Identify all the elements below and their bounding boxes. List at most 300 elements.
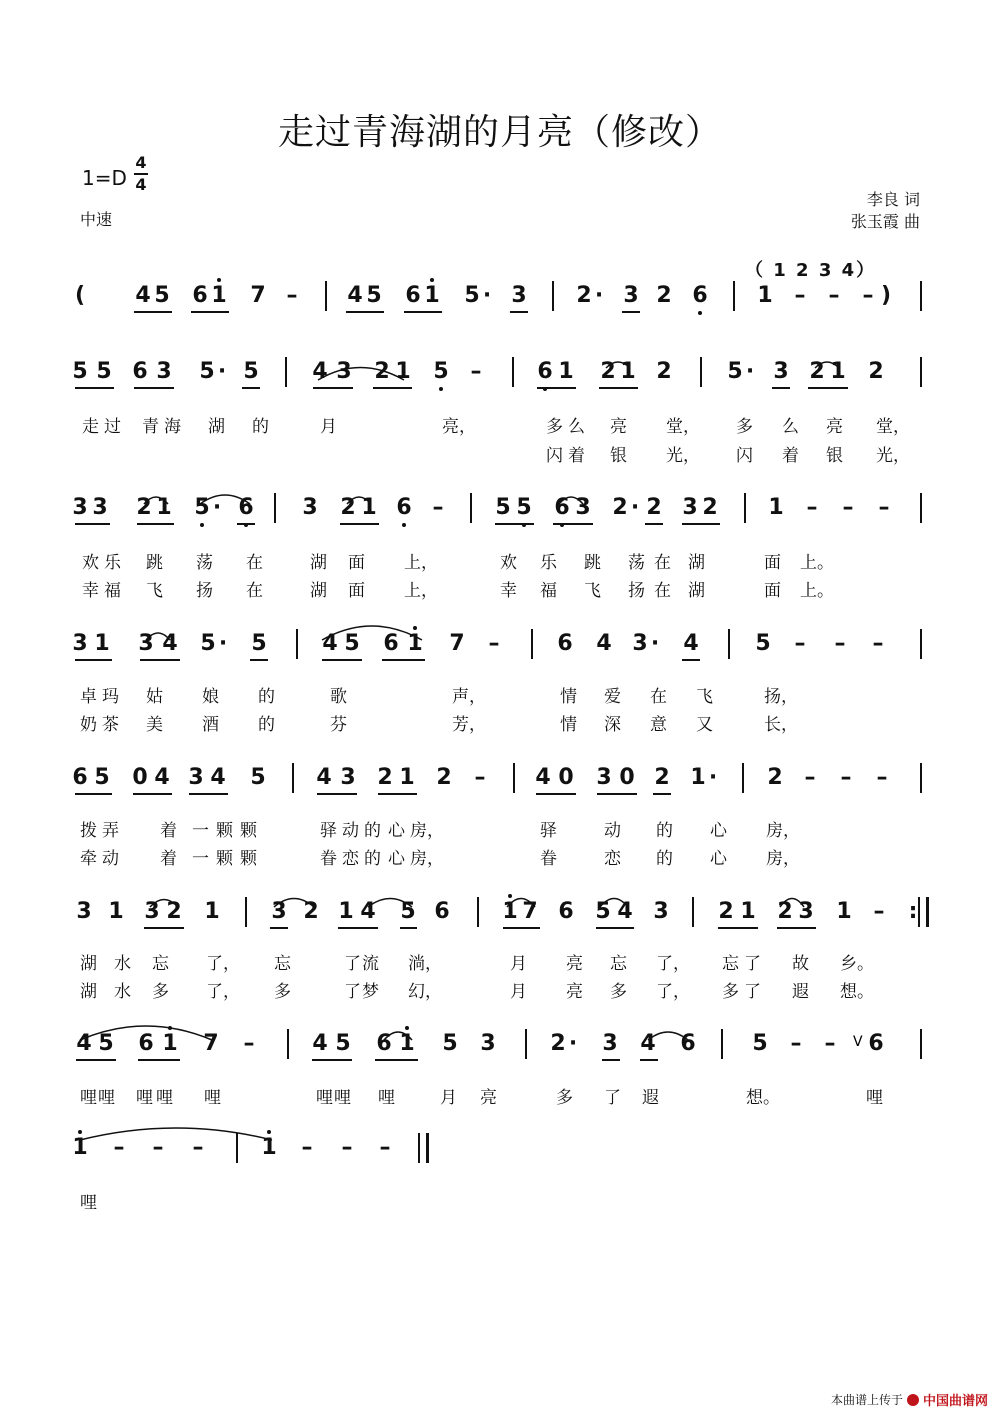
note: 2	[550, 1031, 566, 1056]
note: 5	[243, 359, 259, 384]
note: ·	[568, 1031, 578, 1056]
note: 6	[868, 1031, 884, 1056]
lyric-syllable: 水	[114, 982, 131, 1002]
note: 2	[374, 359, 390, 384]
lyric-syllable: 湖	[310, 581, 327, 601]
lyric-syllable: 上，	[404, 553, 438, 573]
note: 3	[72, 631, 88, 656]
lyric-syllable: 上。	[800, 581, 834, 601]
note: 5	[72, 359, 88, 384]
lyric-syllable: 情	[560, 715, 577, 735]
lyric-syllable: 多	[546, 417, 563, 437]
lyric-syllable: 了	[744, 954, 761, 974]
note: 3	[188, 765, 204, 790]
lyric-syllable: 茶	[102, 715, 119, 735]
lyric-syllable: 歌	[330, 687, 347, 707]
lyric-syllable: 跳	[584, 553, 601, 573]
lyric-syllable: 想。	[746, 1088, 780, 1108]
note: 4	[347, 283, 363, 308]
note: 2	[377, 765, 393, 790]
lyric-syllable: 奶	[80, 715, 97, 735]
lyric-syllable: 着	[568, 446, 585, 466]
site-name: 中国曲谱网	[922, 1394, 988, 1409]
note: 6	[680, 1031, 696, 1056]
lyric-syllable: 想。	[840, 982, 874, 1002]
note: 1	[620, 359, 636, 384]
lyric-syllable: 荡	[196, 553, 213, 573]
note: 0	[132, 765, 148, 790]
note: –	[790, 1031, 802, 1056]
footer-text: 本曲谱上传于	[830, 1393, 903, 1407]
note: 6	[72, 765, 88, 790]
note: –	[379, 1135, 391, 1160]
note: 6	[132, 359, 148, 384]
lyric-syllable: 深	[604, 715, 621, 735]
lyric-syllable: 哩	[136, 1088, 153, 1108]
note: –	[192, 1135, 204, 1160]
site-logo-icon	[907, 1394, 919, 1406]
lyric-syllable: 过	[104, 417, 121, 437]
lyric-syllable: 了，	[656, 982, 690, 1002]
note: )	[880, 283, 892, 308]
note: 1	[836, 899, 852, 924]
lyric-syllable: 多	[736, 417, 753, 437]
note: –	[828, 283, 840, 308]
note: 1	[162, 1031, 178, 1056]
lyric-syllable: 恋	[342, 849, 359, 869]
note: 3	[76, 899, 92, 924]
lyric-syllable: 的	[364, 821, 381, 841]
lyric-syllable: 哩	[156, 1088, 173, 1108]
note: 3	[596, 765, 612, 790]
note: 3	[682, 495, 698, 520]
note: –	[842, 495, 854, 520]
lyric-syllable: 心	[710, 821, 727, 841]
note: 2	[777, 899, 793, 924]
note: 1	[261, 1135, 277, 1160]
lyric-syllable: 哩	[316, 1088, 333, 1108]
note: 2	[436, 765, 452, 790]
note: 7	[449, 631, 465, 656]
lyric-syllable: 福	[540, 581, 557, 601]
lyric-syllable: 声，	[452, 687, 486, 707]
lyric-syllable: 了，	[206, 982, 240, 1002]
lyric-syllable: 颗	[216, 849, 233, 869]
note: 5	[366, 283, 382, 308]
lyric-syllable: 幸	[500, 581, 517, 601]
lyric-syllable: 忘	[722, 954, 739, 974]
note: 2	[868, 359, 884, 384]
note: 4	[154, 765, 170, 790]
note: 5	[442, 1031, 458, 1056]
note: 2	[576, 283, 592, 308]
note: 1	[830, 359, 846, 384]
lyric-syllable: 面	[764, 581, 781, 601]
lyric-syllable: 面	[348, 581, 365, 601]
lyric-syllable: 一	[192, 821, 209, 841]
note: 5	[595, 899, 611, 924]
lyric-syllable: 动	[604, 821, 621, 841]
note: 5	[495, 495, 511, 520]
note: 1	[72, 1135, 88, 1160]
lyric-syllable: 了	[344, 954, 361, 974]
lyricist-credit: 李良 词	[866, 190, 920, 209]
note: 1	[338, 899, 354, 924]
lyric-syllable: 亮，	[442, 417, 476, 437]
lyric-syllable: 哩	[334, 1088, 351, 1108]
lyric-syllable: 心	[710, 849, 727, 869]
note: 5	[199, 359, 215, 384]
note: –	[432, 495, 444, 520]
note: 3	[138, 631, 154, 656]
lyric-syllable: 哩	[98, 1088, 115, 1108]
lyric-syllable: 欢	[82, 553, 99, 573]
lyric-syllable: 遐	[792, 982, 809, 1002]
note: 4	[162, 631, 178, 656]
note: –	[301, 1135, 313, 1160]
lyric-syllable: 在	[654, 553, 671, 573]
lyric-syllable: 的	[364, 849, 381, 869]
lyric-syllable: 了	[744, 982, 761, 1002]
note: 1	[108, 899, 124, 924]
lyric-syllable: 娘	[202, 687, 219, 707]
note: 6	[537, 359, 553, 384]
lyric-syllable: 芬	[330, 715, 347, 735]
lyric-syllable: 情	[560, 687, 577, 707]
note: ·	[217, 359, 227, 384]
note: 4	[210, 765, 226, 790]
page-title: 走过青海湖的月亮（修改）	[277, 112, 722, 153]
note: ·	[630, 495, 640, 520]
note: 3	[156, 359, 172, 384]
lyric-syllable: 扬	[196, 581, 213, 601]
lyric-syllable: 海	[164, 417, 181, 437]
lyric-syllable: 故	[792, 954, 809, 974]
lyric-syllable: 月	[440, 1088, 457, 1108]
note: 6	[376, 1031, 392, 1056]
lyric-syllable: 多	[722, 982, 739, 1002]
note: 2	[654, 765, 670, 790]
note: 0	[619, 765, 635, 790]
lyric-syllable: 亮	[610, 417, 627, 437]
lyric-syllable: 闪	[736, 446, 753, 466]
note: –	[840, 765, 852, 790]
lyric-syllable: 么	[782, 417, 799, 437]
lyric-syllable: 闪	[546, 446, 563, 466]
lyric-syllable: 乐	[540, 553, 557, 573]
lyric-syllable: 动	[342, 821, 359, 841]
note: 2	[646, 495, 662, 520]
note: 2	[340, 495, 356, 520]
note: 5	[752, 1031, 768, 1056]
note: 4	[135, 283, 151, 308]
note: 5	[516, 495, 532, 520]
note: 3	[271, 899, 287, 924]
lyric-syllable: 哩	[866, 1088, 883, 1108]
note: 4	[535, 765, 551, 790]
note: 1	[558, 359, 574, 384]
note: –	[873, 899, 885, 924]
lyric-syllable: 湖	[688, 553, 705, 573]
note: 5	[98, 1031, 114, 1056]
lyric-syllable: 走	[82, 417, 99, 437]
note: 4	[312, 1031, 328, 1056]
lyric-syllable: 上。	[800, 553, 834, 573]
note: –	[474, 765, 486, 790]
note: 5	[400, 899, 416, 924]
note: ·	[212, 495, 222, 520]
lyric-syllable: 湖	[310, 553, 327, 573]
intro-note: （ 1 2 3 4）	[745, 260, 877, 281]
note: 1	[211, 283, 227, 308]
lyric-syllable: 青	[142, 417, 159, 437]
note: 4	[316, 765, 332, 790]
lyric-syllable: 长，	[764, 715, 798, 735]
lyric-syllable: 飞	[696, 687, 713, 707]
composer-credit: 张玉霞 曲	[850, 212, 920, 231]
note: 1	[740, 899, 756, 924]
note: 5	[96, 359, 112, 384]
note: 3	[336, 359, 352, 384]
note: –	[878, 495, 890, 520]
lyric-syllable: 哩	[80, 1088, 97, 1108]
note: 5	[755, 631, 771, 656]
note: 1	[399, 765, 415, 790]
lyric-syllable: 了，	[656, 954, 690, 974]
lyric-syllable: 房，	[766, 849, 800, 869]
note: 4	[617, 899, 633, 924]
lyric-syllable: 拨	[80, 821, 97, 841]
note: 6	[434, 899, 450, 924]
note: 6	[192, 283, 208, 308]
note: ·	[218, 631, 228, 656]
lyric-syllable: 月	[320, 417, 337, 437]
time-signature-bottom: 4	[135, 175, 147, 194]
lyric-syllable: 亮	[566, 954, 583, 974]
note: 4	[360, 899, 376, 924]
note: –	[470, 359, 482, 384]
note: 3	[480, 1031, 496, 1056]
note: 1	[361, 495, 377, 520]
note: 2	[136, 495, 152, 520]
note: 6	[692, 283, 708, 308]
note: 1	[757, 283, 773, 308]
lyric-syllable: 亮	[480, 1088, 497, 1108]
lyric-syllable: 月	[510, 982, 527, 1002]
note: 2	[702, 495, 718, 520]
note: 6	[558, 899, 574, 924]
lyric-syllable: 跳	[146, 553, 163, 573]
lyric-syllable: 幻，	[408, 982, 442, 1002]
lyric-syllable: 的	[258, 715, 275, 735]
lyric-syllable: 欢	[500, 553, 517, 573]
note: 6	[554, 495, 570, 520]
lyric-syllable: 面	[348, 553, 365, 573]
lyric-syllable: 幸	[82, 581, 99, 601]
lyric-syllable: 在	[650, 687, 667, 707]
lyric-syllable: 在	[654, 581, 671, 601]
note: 4	[683, 631, 699, 656]
lyric-syllable: 流	[362, 954, 379, 974]
lyric-syllable: 哩	[378, 1088, 395, 1108]
note: –	[488, 631, 500, 656]
note: ·	[650, 631, 660, 656]
note: 1	[399, 1031, 415, 1056]
note: 3	[798, 899, 814, 924]
lyric-syllable: 恋	[604, 849, 621, 869]
lyric-syllable: 的	[252, 417, 269, 437]
note: (	[74, 283, 86, 308]
note: 6	[383, 631, 399, 656]
lyric-syllable: 湖	[80, 954, 97, 974]
note: 3	[92, 495, 108, 520]
lyric-syllable: 堂，	[876, 417, 910, 437]
note: –	[806, 495, 818, 520]
note: 4	[312, 359, 328, 384]
note: 7	[250, 283, 266, 308]
note: 6	[405, 283, 421, 308]
note: 2	[600, 359, 616, 384]
lyric-syllable: 哩	[204, 1088, 221, 1108]
note: 1	[407, 631, 423, 656]
lyric-syllable: 着	[160, 821, 177, 841]
note: 4	[322, 631, 338, 656]
note: 2	[656, 359, 672, 384]
lyric-syllable: 月	[510, 954, 527, 974]
lyric-syllable: 的	[258, 687, 275, 707]
note: 5	[194, 495, 210, 520]
note: 5	[200, 631, 216, 656]
lyric-syllable: 上，	[404, 581, 438, 601]
note: 0	[558, 765, 574, 790]
note: 7	[203, 1031, 219, 1056]
note: 2	[718, 899, 734, 924]
lyric-syllable: 牵	[80, 849, 97, 869]
lyric-syllable: 多	[556, 1088, 573, 1108]
note: ·	[594, 283, 604, 308]
note: –	[286, 283, 298, 308]
lyric-syllable: 颗	[240, 821, 257, 841]
note: 1	[94, 631, 110, 656]
lyric-syllable: 房，	[410, 821, 444, 841]
lyric-syllable: 面	[764, 553, 781, 573]
lyric-syllable: 眷	[540, 849, 557, 869]
note: –	[341, 1135, 353, 1160]
lyric-syllable: 驿	[320, 821, 337, 841]
lyric-syllable: 着	[160, 849, 177, 869]
note: 2	[656, 283, 672, 308]
note: 3	[72, 495, 88, 520]
lyric-syllable: 芳，	[452, 715, 486, 735]
lyric-syllable: 亮	[566, 982, 583, 1002]
lyric-syllable: 爱	[604, 687, 621, 707]
lyric-syllable: 了	[604, 1088, 621, 1108]
lyric-syllable: 银	[826, 446, 843, 466]
note: ·	[708, 765, 718, 790]
lyric-syllable: 湖	[208, 417, 225, 437]
lyric-syllable: 忘	[152, 954, 169, 974]
lyric-syllable: 光，	[876, 446, 910, 466]
note: –	[113, 1135, 125, 1160]
lyric-syllable: 多	[152, 982, 169, 1002]
note: ·	[745, 359, 755, 384]
note: 5	[251, 631, 267, 656]
lyric-syllable: 湖	[688, 581, 705, 601]
note: 5	[464, 283, 480, 308]
note: –	[794, 283, 806, 308]
lyric-syllable: 弄	[102, 821, 119, 841]
note: 3	[511, 283, 527, 308]
note: 2	[303, 899, 319, 924]
note: 5	[250, 765, 266, 790]
note: 3	[340, 765, 356, 790]
lyric-syllable: 银	[610, 446, 627, 466]
note: –	[872, 631, 884, 656]
lyric-syllable: 亮	[826, 417, 843, 437]
lyric-syllable: 心	[388, 821, 405, 841]
note: 5	[154, 283, 170, 308]
note: 6	[396, 495, 412, 520]
lyric-syllable: 美	[146, 715, 163, 735]
note: 1	[204, 899, 220, 924]
lyric-syllable: 多	[610, 982, 627, 1002]
lyric-syllable: 飞	[146, 581, 163, 601]
lyric-syllable: 驿	[540, 821, 557, 841]
lyric-syllable: 的	[656, 821, 673, 841]
svg-text:V: V	[853, 1034, 863, 1050]
note: 2	[809, 359, 825, 384]
note: –	[862, 283, 874, 308]
note: 2	[767, 765, 783, 790]
note: 3	[302, 495, 318, 520]
lyric-syllable: 一	[192, 849, 209, 869]
note: 3	[632, 631, 648, 656]
note: 5	[335, 1031, 351, 1056]
lyric-syllable: 卓	[80, 687, 97, 707]
lyric-syllable: 光，	[666, 446, 700, 466]
lyric-syllable: 扬，	[764, 687, 798, 707]
note: ·	[482, 283, 492, 308]
footer	[831, 1390, 988, 1409]
lyric-syllable: 房，	[410, 849, 444, 869]
note: 1	[395, 359, 411, 384]
lyric-syllable: 梦	[362, 982, 379, 1002]
lyric-syllable: 扬	[628, 581, 645, 601]
lyric-syllable: 乐	[104, 553, 121, 573]
tempo-marking: 中速	[80, 210, 113, 229]
lyric-syllable: 眷	[320, 849, 337, 869]
lyric-syllable: 飞	[584, 581, 601, 601]
note: 2	[166, 899, 182, 924]
lyric-syllable: 在	[246, 581, 263, 601]
lyric-syllable: 哩	[80, 1193, 97, 1213]
note: 3	[602, 1031, 618, 1056]
lyric-syllable: 颗	[240, 849, 257, 869]
note: 5	[727, 359, 743, 384]
lyric-syllable: 福	[104, 581, 121, 601]
note: 1	[768, 495, 784, 520]
note: 4	[596, 631, 612, 656]
lyric-syllable: 乡。	[840, 954, 874, 974]
lyric-syllable: 多	[274, 982, 291, 1002]
lyric-syllable: 堂，	[666, 417, 700, 437]
lyric-syllable: 忘	[610, 954, 627, 974]
note: 1	[690, 765, 706, 790]
note: 6	[138, 1031, 154, 1056]
lyric-syllable: 酒	[202, 715, 219, 735]
lyric-syllable: 着	[782, 446, 799, 466]
note: –	[804, 765, 816, 790]
